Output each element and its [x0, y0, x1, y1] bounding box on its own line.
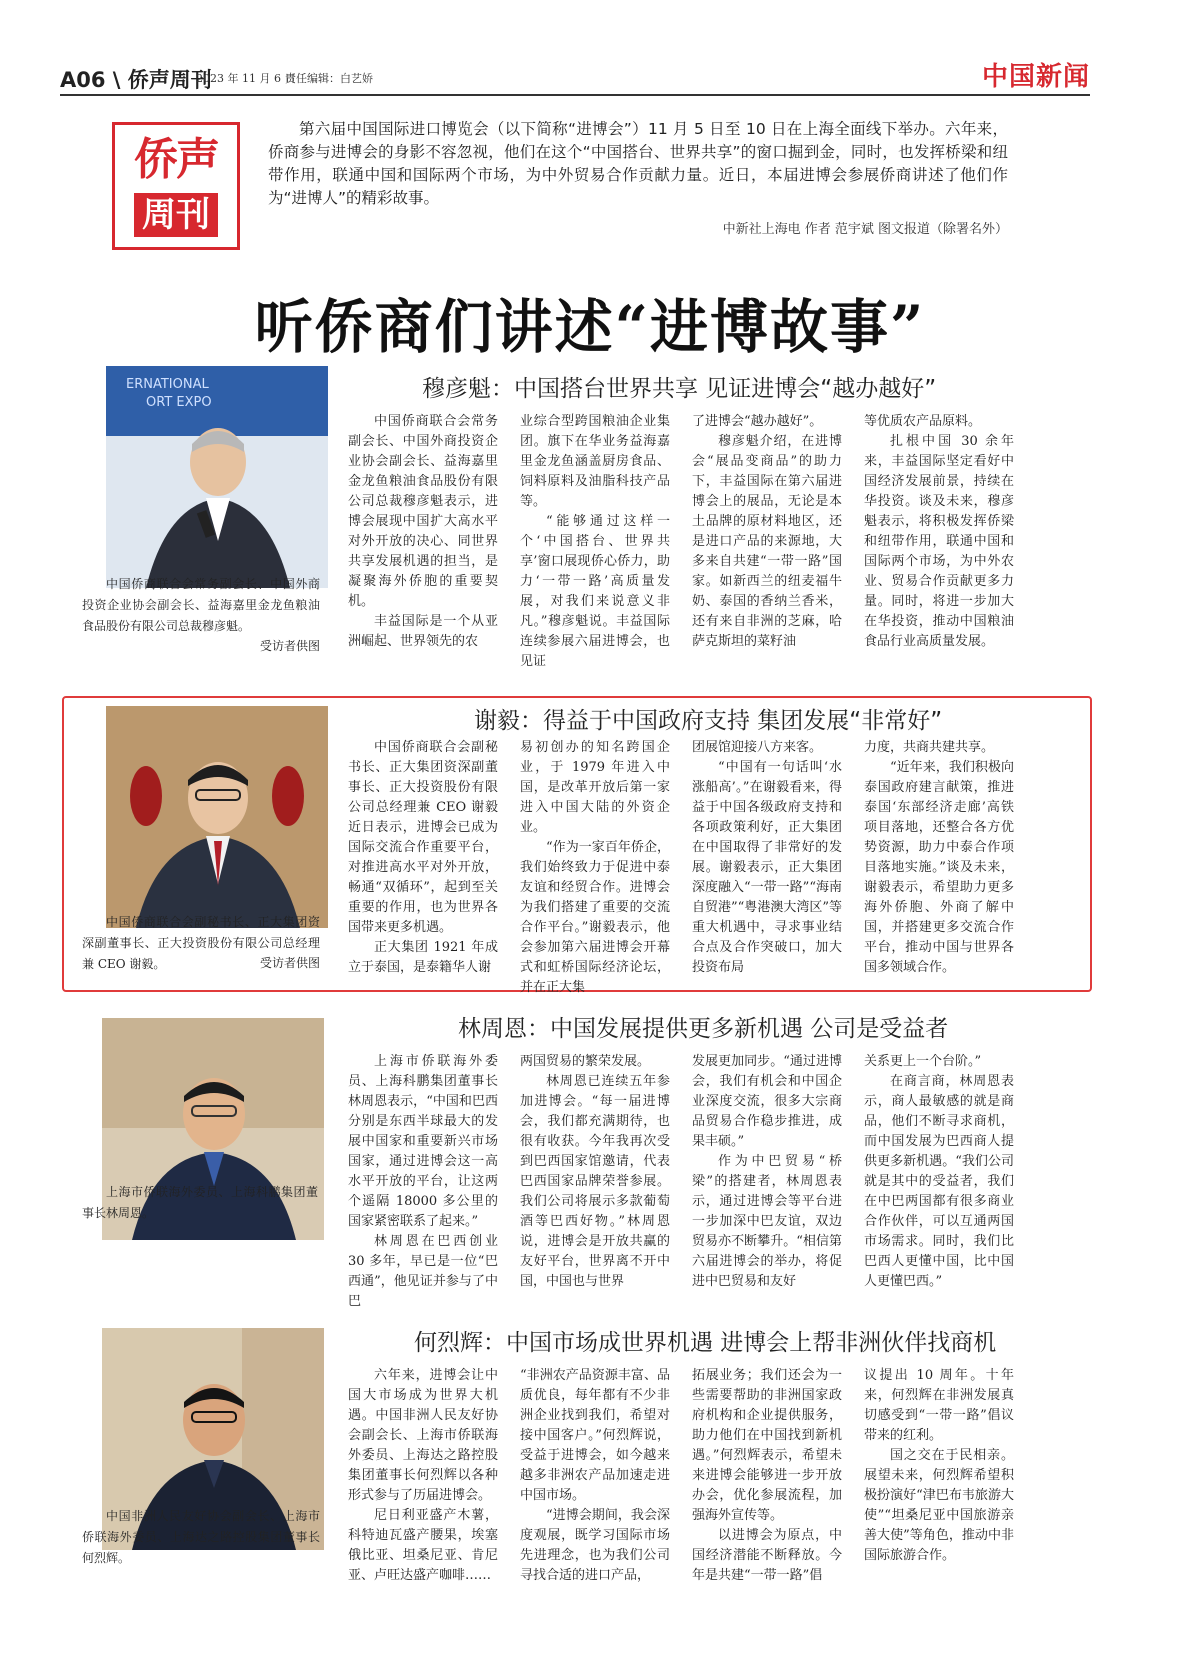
main-headline: 听侨商们讲述“进博故事” [254, 293, 926, 361]
article-column [692, 738, 842, 982]
page-header [60, 62, 1090, 96]
photo-caption: 中国侨商联合会副秘书长、正大集团资深副董事长、正大投资股份有限公司总经理兼 CEO 谢毅。 [82, 915, 320, 971]
article-paragraph: “作为一家百年侨企，我们始终致力于促进中泰友谊和经贸合作。进博会为我们搭建了重要的交流合作平台。”谢毅表示，他会参加第六届进博会开幕式和虹桥国际经济论坛，并在正大集 [520, 840, 670, 995]
brand-top-text: 侨声 [134, 134, 218, 185]
photo-credit: 受访者供图 [259, 956, 320, 970]
page-code: A06 \ 侨声周刊 [60, 68, 212, 92]
article-paragraph: 作为中巴贸易“桥梁”的搭建者，林周恩表示，通过进博会等平台进一步加深中巴友谊，双边贸易亦不断攀升。“相信第六届进博会的举办，将促进中巴贸易和友好 [692, 1154, 842, 1289]
article-column [692, 412, 842, 652]
article-paragraph: 上海市侨联海外委员、上海科鹏集团董事长林周恩表示，“中国和巴西分别是东西半球最大的发展中国家和重要新兴市场国家，通过进博会这一高水平开放的平台，让这两个遥隔 18000 多公里的国家紧密联系了起来。” [348, 1054, 498, 1229]
story-section-lin [62, 1004, 1092, 1309]
story-title: 谢毅：得益于中国政府支持 集团发展“非常好” [474, 708, 943, 734]
article-column [692, 1052, 842, 1289]
article-column [348, 738, 498, 982]
article-column [520, 1052, 670, 1289]
article-paragraph: 拓展业务；我们还会为一些需要帮助的非洲国家政府机构和企业提供服务，助力他们在中国找到新机遇。”何烈辉表示，希望未来进博会能够进一步开放办会，优化参展流程，加强海外宣传等。 [692, 1368, 842, 1523]
article-paragraph: 两国贸易的繁荣发展。 [520, 1054, 651, 1069]
article-paragraph: 易初创办的知名跨国企业，于 1979 年进入中国，是改革开放后第一家进入中国大陆的外资企业。 [520, 740, 670, 835]
portrait-photo [106, 366, 328, 588]
article-paragraph: 林周恩在巴西创业 30 多年，早已是一位“巴西通”，他见证并参与了中巴 [348, 1234, 498, 1309]
article-paragraph: 关系更上一个台阶。” [864, 1054, 982, 1069]
article-paragraph: 国之交在于民相亲。展望未来，何烈辉希望积极扮演好“津巴布韦旅游大使”“坦桑尼亚中国旅游亲善大使”等角色，推动中非国际旅游合作。 [864, 1448, 1014, 1563]
article-paragraph: 中国侨商联合会常务副会长、中国外商投资企业协会副会长、益海嘉里金龙鱼粮油食品股份有限公司总裁穆彦魁表示，进博会展现中国扩大高水平对外开放的决心、同世界共享发展机遇的担当，是凝聚海外侨胞的重要契机。 [348, 414, 498, 609]
article-column [864, 738, 1014, 982]
article-column [348, 1366, 498, 1592]
article-column [348, 412, 498, 652]
article-column [520, 412, 670, 669]
newspaper-logo: 中国新闻 [981, 62, 1090, 92]
article-paragraph: 正大集团 1921 年成立于泰国，是泰籍华人谢 [348, 940, 498, 975]
article-column [692, 1366, 842, 1592]
intro-credit: 中新社上海电 作者 范宇斌 图文报道（除署名外） [722, 222, 1008, 237]
article-column [864, 1366, 1014, 1592]
issue-date: 2023 年 11 月 6 日 [196, 72, 296, 85]
article-column [520, 738, 670, 995]
article-paragraph: “非洲农产品资源丰富、品质优良，每年都有不少非洲企业找到我们，希望对接中国客户。”何烈辉说，受益于进博会，如今越来越多非洲农产品加速走进中国市场。 [520, 1368, 670, 1503]
article-paragraph: “近年来，我们积极向泰国政府建言献策，推进泰国‘东部经济走廊’高铁项目落地，还整合各方优势资源，助力中泰合作项目落地实施。”谈及未来，谢毅表示，希望助力更多海外侨胞、外商了解中国，并搭建更多交流合作平台，推动中国与世界各国多领域合作。 [864, 760, 1014, 975]
story-title: 何烈辉：中国市场成世界机遇 进博会上帮非洲伙伴找商机 [414, 1330, 997, 1356]
story-section-mu [62, 362, 1092, 669]
article-paragraph: 团展馆迎接八方来客。 [692, 740, 823, 755]
portrait-photo-image [106, 706, 328, 928]
article-paragraph: 在商言商，林周恩表示，商人最敏感的就是商品，他们不断寻求商机，而中国发展为巴西商人提供更多新机遇。“我们公司就是其中的受益者，我们在中巴两国都有很多商业合作伙伴，可以互通两国市场需求。同时，我们比巴西人更懂中国，比中国人更懂巴西。” [864, 1074, 1014, 1289]
article-paragraph: 力度，共商共建共享。 [864, 740, 995, 755]
photo-caption: 中国非洲人民友好协会副会长、上海市侨联海外委员、上海达之路控股集团董事长何烈辉。 [82, 1509, 320, 1565]
article-paragraph: 业综合型跨国粮油企业集团。旗下在华业务益海嘉里金龙鱼涵盖厨房食品、饲料原料及油脂科技产品等。 [520, 414, 670, 509]
article-paragraph: “中国有一句话叫‘水涨船高’。”在谢毅看来，得益于中国各级政府支持和各项政策利好，正大集团在中国取得了非常好的发展。谢毅表示，正大集团深度融入“一带一路”“海南自贸港”“粤港澳大湾区”等重大机遇中，寻求事业结合点及合作突破口，加大投资布局 [692, 760, 842, 975]
article-column [520, 1366, 670, 1592]
article-paragraph: 扎根中国 30 余年来，丰益国际坚定看好中国经济发展前景，持续在华投资。谈及未来，穆彦魁表示，将积极发挥侨梁和纽带作用，联通中国和国际两个市场，为中外农业、贸易合作贡献更多力量。同时，将进一步加大在华投资，推动中国粮油食品行业高质量发展。 [864, 434, 1014, 649]
editor-line: 责任编辑：白艺娇 [285, 72, 373, 85]
article-paragraph: 议提出 10 周年。十年来，何烈辉在非洲发展真切感受到“一带一路”倡议带来的红利。 [864, 1368, 1014, 1443]
intro-paragraph: 第六届中国国际进口博览会（以下简称“进博会”）11 月 5 日至 10 日在上海全面线下举办。六年来，侨商参与进博会的身影不容忽视，他们在这个“中国搭台、世界共享”的窗口掘到金，同时，也发挥桥梁和纽带作用，联通中国和国际两个市场，为中外贸易合作贡献力量。近日，本届进博会参展侨商讲述了他们作为“进博人”的精彩故事。 [268, 120, 1008, 207]
article-paragraph: “进博会期间，我会深度观展，既学习国际市场先进理念，也为我们公司寻找合适的进口产品， [520, 1508, 670, 1583]
article-paragraph: 等优质农产品原料。 [864, 414, 982, 429]
article-paragraph: 以进博会为原点，中国经济潜能不断释放。今年是共建“一带一路”倡 [692, 1528, 842, 1583]
article-paragraph: 林周恩已连续五年参加进博会。“每一届进博会，我们都充满期待，也很有收获。今年我再次受到巴西国家馆邀请，代表巴西国家品牌荣誉参展。我们公司将展示多款葡萄酒等巴西好物。”林周恩说，进博会是开放共赢的友好平台，世界离不开中国，中国也与世界 [520, 1074, 670, 1289]
photo-caption: 上海市侨联海外委员、上海科鹏集团董事长林周恩。 [82, 1185, 318, 1220]
backdrop-text: ERNATIONAL [126, 377, 209, 392]
article-paragraph: 穆彦魁介绍，在进博会“展品变商品”的助力下，丰益国际在第六届进博会上的展品，无论是本土品牌的原材料地区，还是进口产品的来源地，大多来自共建“一带一路”国家。如新西兰的纽麦福牛奶、泰国的香纳兰香米，还有来自非洲的芝麻，哈萨克斯坦的菜籽油 [692, 434, 842, 649]
photo-caption: 中国侨商联合会常务副会长、中国外商投资企业协会副会长、益海嘉里金龙鱼粮油食品股份有限公司总裁穆彦魁。 [82, 577, 320, 633]
story-section-he [62, 1320, 1092, 1620]
article-paragraph: “能够通过这样一个‘中国搭台、世界共享’窗口展现侨心侨力，助力‘一带一路’高质量发展，对我们来说意义非凡。”穆彦魁说。丰益国际连续参展六届进博会，也见证 [520, 514, 670, 669]
backdrop-text: ORT EXPO [146, 395, 212, 410]
column-brand-box [112, 122, 240, 250]
article-paragraph: 发展更加同步。“通过进博会，我们有机会和中国企业深度交流，很多大宗商品贸易合作稳步推进，成果丰硕。” [692, 1054, 842, 1149]
article-paragraph: 了进博会“越办越好”。 [692, 414, 823, 429]
article-paragraph: 丰益国际是一个从亚洲崛起、世界领先的农 [348, 614, 498, 649]
article-column [348, 1052, 498, 1309]
article-column [864, 412, 1014, 652]
article-paragraph: 尼日利亚盛产木薯，科特迪瓦盛产腰果，埃塞俄比亚、坦桑尼亚、肯尼亚、卢旺达盛产咖啡…… [348, 1508, 498, 1583]
article-paragraph: 六年来，进博会让中国大市场成为世界大机遇。中国非洲人民友好协会副会长、上海市侨联海外委员、上海达之路控股集团董事长何烈辉以各种形式参与了历届进博会。 [348, 1368, 498, 1503]
photo-credit: 受访者供图 [259, 639, 320, 653]
story-title: 穆彦魁：中国搭台世界共享 见证进博会“越办越好” [422, 376, 937, 402]
story-title: 林周恩：中国发展提供更多新机遇 公司是受益者 [458, 1016, 949, 1042]
portrait-photo-image [106, 366, 328, 588]
article-column [864, 1052, 1014, 1289]
brand-bottom-text: 周刊 [134, 193, 218, 237]
portrait-photo [106, 706, 328, 928]
article-paragraph: 中国侨商联合会副秘书长、正大集团资深副董事长、正大投资股份有限公司总经理兼 CEO 谢毅近日表示，进博会已成为国际交流合作重要平台，对推进高水平对外开放，畅通“双循环”，起到至关重要的作用，也为世界各国带来更多机遇。 [348, 740, 498, 935]
story-section-xie [62, 696, 1092, 995]
